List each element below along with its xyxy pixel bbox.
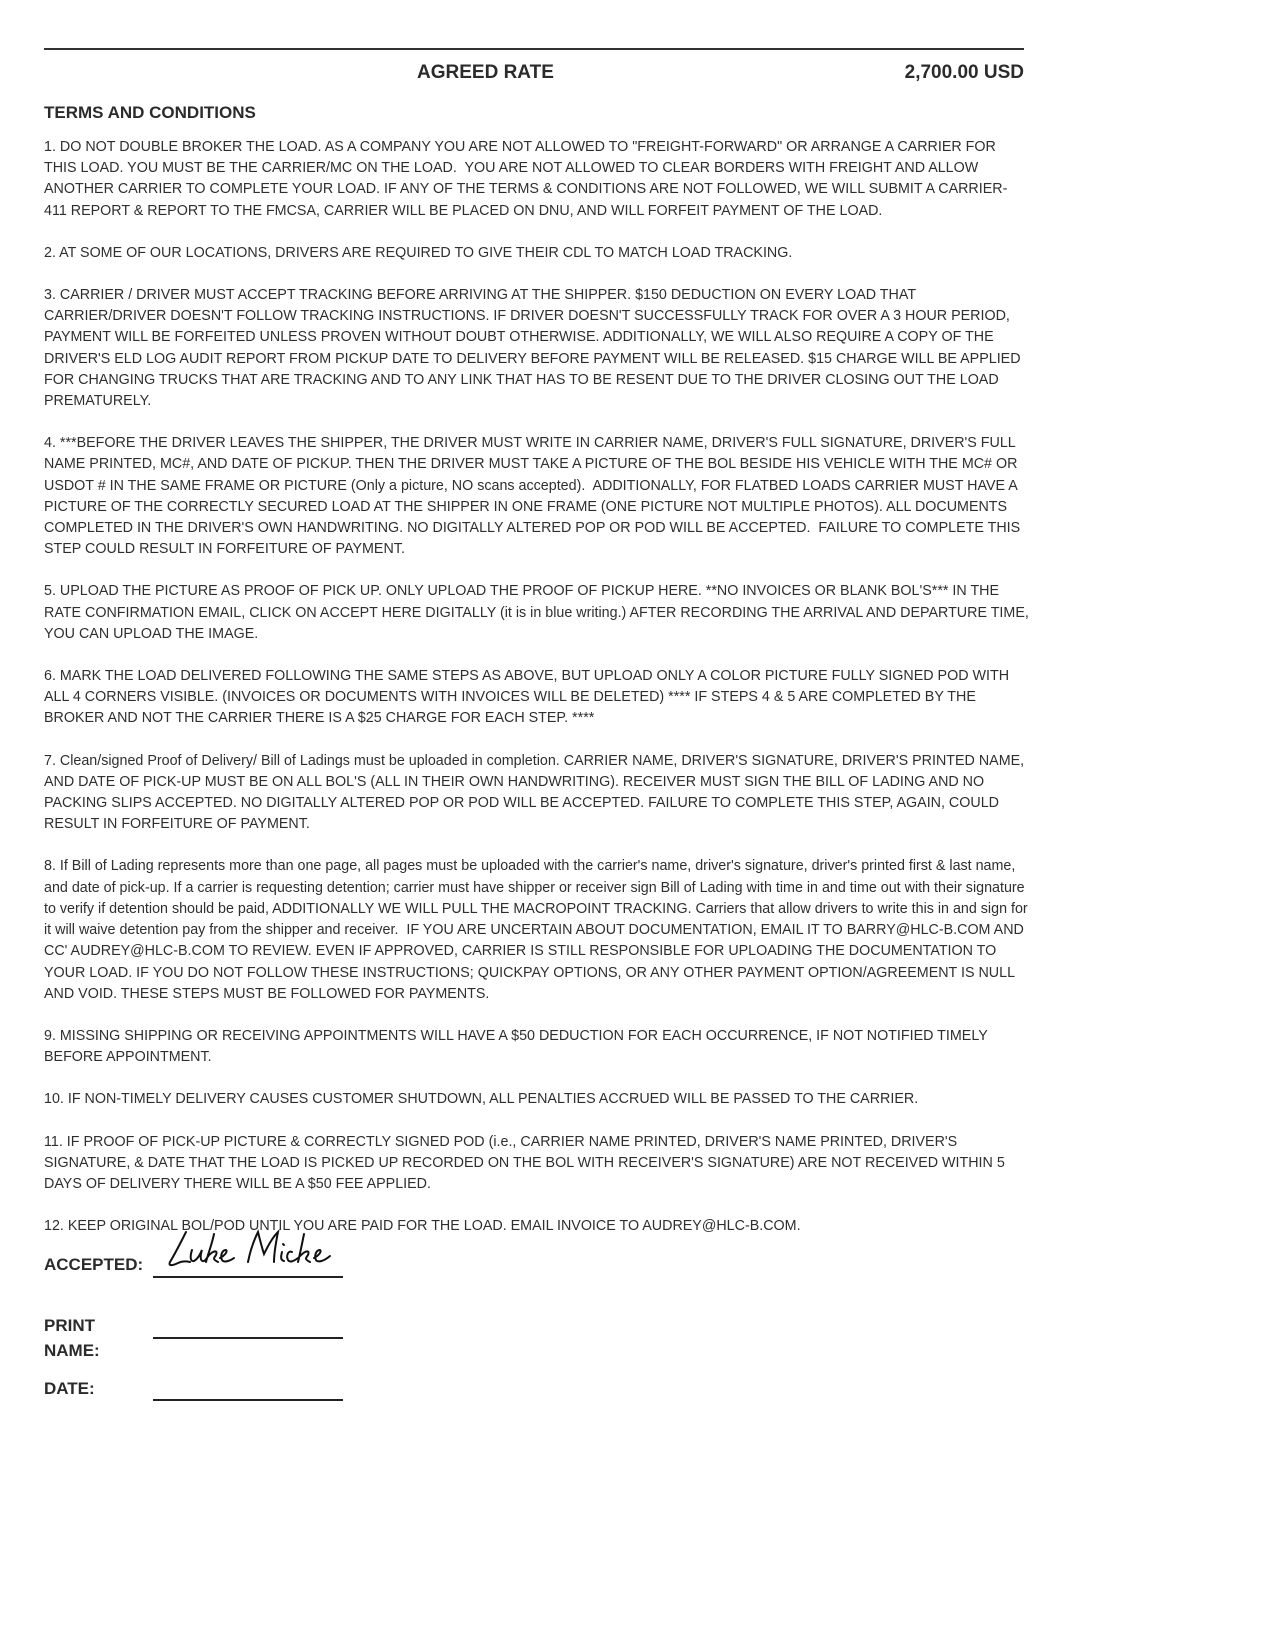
print-name-label-line2: NAME: bbox=[44, 1341, 100, 1360]
handwritten-signature bbox=[162, 1226, 362, 1270]
term-item: 9. MISSING SHIPPING OR RECEIVING APPOINTMENTS WILL HAVE A $50 DEDUCTION FOR EACH OCCURRENCE, IF NOT NOTIFIED TIMELY BEFORE APPOINTMENT. bbox=[44, 1027, 992, 1066]
agreed-rate-label: AGREED RATE bbox=[417, 62, 554, 83]
accepted-label: ACCEPTED: bbox=[44, 1255, 144, 1274]
agreed-rate-value: 2,700.00 USD bbox=[904, 62, 1024, 83]
term-item: 8. If Bill of Lading represents more than one page, all pages must be uploaded with the carrier's name, driver's signature, driver's printed first & last name, and date of pick-up. If a carrier is requesting detention; carrier must have shipper or receiver sign Bill of Lading with time in and time out with their signature to verify if detention should be paid, ADDITIONALLY WE WILL PULL THE MACROPOINT TRACKING. Carriers that allow drivers to write this in and sign for it will waive detention pay from the shipper and receiver. IF YOU ARE UNCERTAIN ABOUT DOCUMENTATION, EMAIL IT TO BARRY@HLC-B.COM AND CC' AUDREY@HLC-B.COM TO REVIEW. EVEN IF APPROVED, CARRIER IS STILL RESPONSIBLE FOR UPLOADING THE DOCUMENTATION TO YOUR LOAD. IF YOU DO NOT FOLLOW THESE INSTRUCTIONS; QUICKPAY OPTIONS, OR ANY OTHER PAYMENT OPTION/AGREEMENT IS NULL AND VOID. THESE STEPS MUST BE FOLLOWED FOR PAYMENTS. bbox=[44, 858, 1032, 1002]
print-name-line[interactable] bbox=[153, 1337, 343, 1339]
accepted-signature-line[interactable] bbox=[153, 1276, 343, 1278]
term-item: 12. KEEP ORIGINAL BOL/POD UNTIL YOU ARE PAID FOR THE LOAD. EMAIL INVOICE TO AUDREY@HLC-B.COM. bbox=[44, 1218, 801, 1235]
term-item: 3. CARRIER / DRIVER MUST ACCEPT TRACKING BEFORE ARRIVING AT THE SHIPPER. $150 DEDUCTION ON EVERY LOAD THAT CARRIER/DRIVER DOESN'T FOLLOW TRACKING INSTRUCTIONS. IF DRIVER DOESN'T SUCCESSFULLY TRACK FOR OVER A 3 HOUR PERIOD, PAYMENT WILL BE FORFEITED UNLESS PROVEN WITHOUT DOUBT OTHERWISE. ADDITIONALLY, WE WILL ALSO REQUIRE A COPY OF THE DRIVER'S ELD LOG AUDIT REPORT FROM PICKUP DATE TO DELIVERY BEFORE PAYMENT WILL BE RELEASED. $15 CHARGE WILL BE APPLIED FOR CHANGING TRUCKS THAT ARE TRACKING AND TO ANY LINK THAT HAS TO BE RESENT DUE TO THE DRIVER CLOSING OUT THE LOAD PREMATURELY. bbox=[44, 287, 1025, 410]
terms-heading: TERMS AND CONDITIONS bbox=[44, 103, 256, 122]
date-line[interactable] bbox=[153, 1399, 343, 1401]
top-divider bbox=[44, 48, 1024, 50]
terms-list bbox=[44, 137, 1033, 1258]
term-item: 2. AT SOME OF OUR LOCATIONS, DRIVERS ARE REQUIRED TO GIVE THEIR CDL TO MATCH LOAD TRACKING. bbox=[44, 244, 793, 261]
term-item: 11. IF PROOF OF PICK-UP PICTURE & CORRECTLY SIGNED POD (i.e., CARRIER NAME PRINTED, DRIVER'S NAME PRINTED, DRIVER'S SIGNATURE, & DATE THAT THE LOAD IS PICKED UP RECORDED ON THE BOL WITH RECEIVER'S SIGNATURE) ARE NOT RECEIVED WITHIN 5 DAYS OF DELIVERY THERE WILL BE A $50 FEE APPLIED. bbox=[44, 1133, 1009, 1192]
term-item: 7. Clean/signed Proof of Delivery/ Bill of Ladings must be uploaded in completion. CARRIER NAME, DRIVER'S SIGNATURE, DRIVER'S PRINTED NAME, AND DATE OF PICK-UP MUST BE ON ALL BOL'S (ALL IN THEIR OWN HANDWRITING). RECEIVER MUST SIGN THE BILL OF LADING AND NO PACKING SLIPS ACCEPTED. NO DIGITALLY ALTERED POP OR POD WILL BE ACCEPTED. FAILURE TO COMPLETE THIS STEP, AGAIN, COULD RESULT IN FORFEITURE OF PAYMENT. bbox=[44, 752, 1028, 833]
print-name-label-line1: PRINT bbox=[44, 1316, 95, 1335]
date-label: DATE: bbox=[44, 1379, 95, 1398]
term-item: 6. MARK THE LOAD DELIVERED FOLLOWING THE SAME STEPS AS ABOVE, BUT UPLOAD ONLY A COLOR PICTURE FULLY SIGNED POD WITH ALL 4 CORNERS VISIBLE. (INVOICES OR DOCUMENTS WITH INVOICES WILL BE DELETED) **** IF STEPS 4 & 5 ARE COMPLETED BY THE BROKER AND NOT THE CARRIER THERE IS A $25 CHARGE FOR EACH STEP. **** bbox=[44, 668, 1013, 727]
term-item: 10. IF NON-TIMELY DELIVERY CAUSES CUSTOMER SHUTDOWN, ALL PENALTIES ACCRUED WILL BE PASSED TO THE CARRIER. bbox=[44, 1091, 919, 1108]
term-item: 5. UPLOAD THE PICTURE AS PROOF OF PICK UP. ONLY UPLOAD THE PROOF OF PICKUP HERE. **NO INVOICES OR BLANK BOL'S*** IN THE RATE CONFIRMATION EMAIL, CLICK ON ACCEPT HERE DIGITALLY (it is in blue writing.) AFTER RECORDING THE ARRIVAL AND DEPARTURE TIME, YOU CAN UPLOAD THE IMAGE. bbox=[44, 583, 1033, 642]
agreed-rate-row bbox=[44, 62, 1024, 86]
term-item: 4. ***BEFORE THE DRIVER LEAVES THE SHIPPER, THE DRIVER MUST WRITE IN CARRIER NAME, DRIVER'S FULL SIGNATURE, DRIVER'S FULL NAME PRINTED, MC#, AND DATE OF PICKUP. THEN THE DRIVER MUST TAKE A PICTURE OF THE BOL BESIDE HIS VEHICLE WITH THE MC# OR USDOT # IN THE SAME FRAME OR PICTURE (Only a picture, NO scans accepted). ADDITIONALLY, FOR FLATBED LOADS CARRIER MUST HAVE A PICTURE OF THE CORRECTLY SECURED LOAD AT THE SHIPPER IN ONE FRAME (ONE PICTURE NOT MULTIPLE PHOTOS). ALL DOCUMENTS COMPLETED IN THE DRIVER'S OWN HANDWRITING. NO DIGITALLY ALTERED POP OR POD WILL BE ACCEPTED. FAILURE TO COMPLETE THIS STEP COULD RESULT IN FORFEITURE OF PAYMENT. bbox=[44, 435, 1025, 558]
term-item: 1. DO NOT DOUBLE BROKER THE LOAD. AS A COMPANY YOU ARE NOT ALLOWED TO "FREIGHT-FORWARD" OR ARRANGE A CARRIER FOR THIS LOAD. YOU MUST BE THE CARRIER/MC ON THE LOAD. YOU ARE NOT ALLOWED TO CLEAR BORDERS WITH FREIGHT AND ALLOW ANOTHER CARRIER TO COMPLETE YOUR LOAD. IF ANY OF THE TERMS & CONDITIONS ARE NOT FOLLOWED, WE WILL SUBMIT A CARRIER-411 REPORT & REPORT TO THE FMCSA, CARRIER WILL BE PLACED ON DNU, AND WILL FORFEIT PAYMENT OF THE LOAD. bbox=[44, 139, 1008, 219]
